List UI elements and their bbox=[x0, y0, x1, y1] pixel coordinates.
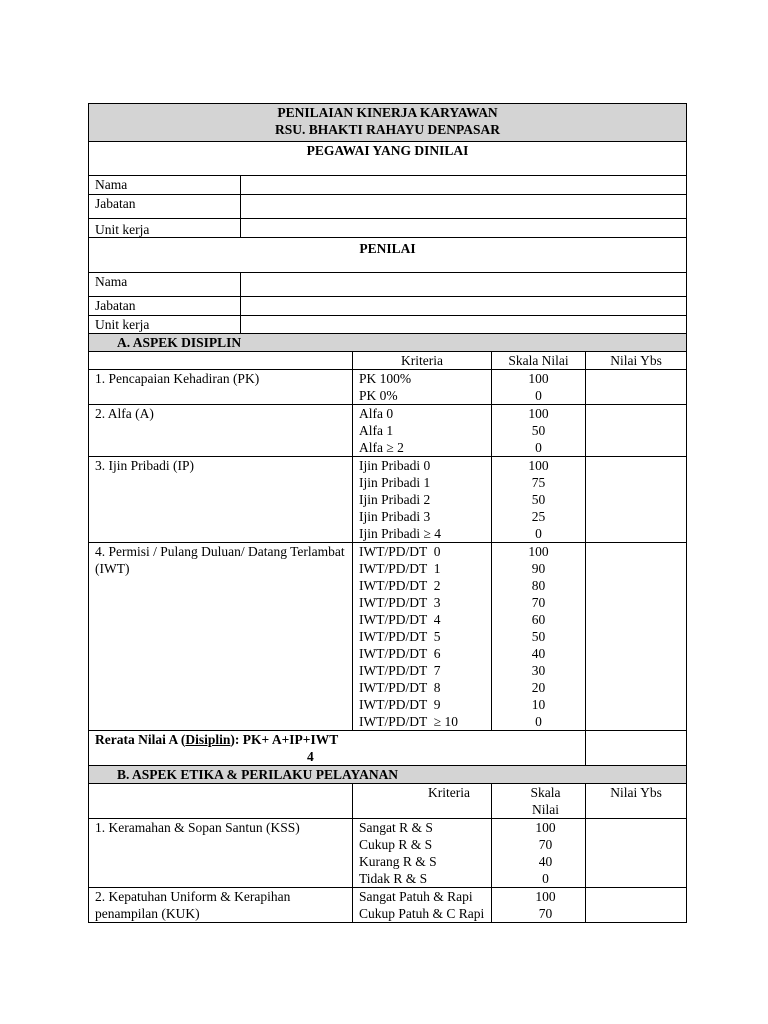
scale-value: 30 bbox=[531, 663, 546, 678]
criteria-line: Ijin Pribadi 3 bbox=[359, 509, 431, 524]
section-b-item-kuk bbox=[89, 888, 687, 923]
penilai-unit-field[interactable] bbox=[241, 316, 687, 334]
pegawai-jabatan-label: Jabatan bbox=[89, 195, 241, 219]
criteria-line: IWT/PD/DT 0 bbox=[359, 544, 441, 559]
pegawai-unit-label: Unit kerja bbox=[89, 219, 241, 238]
form-title-line1: PENILAIAN KINERJA KARYAWAN bbox=[277, 105, 498, 120]
criteria-cell bbox=[353, 405, 492, 457]
scale-value: 70 bbox=[531, 595, 546, 610]
pegawai-jabatan-row bbox=[89, 195, 687, 219]
penilai-nama-row bbox=[89, 273, 687, 297]
rerata-formula-text bbox=[95, 731, 579, 748]
criteria-line: Kurang R & S bbox=[359, 854, 437, 869]
criteria-line: Cukup R & S bbox=[359, 837, 433, 852]
criteria-line: IWT/PD/DT 3 bbox=[359, 595, 441, 610]
penilai-jabatan-row bbox=[89, 297, 687, 316]
form-title bbox=[89, 104, 687, 142]
pegawai-nama-label: Nama bbox=[89, 176, 241, 195]
nilai-ybs-field[interactable] bbox=[586, 543, 687, 731]
pegawai-nama-field[interactable] bbox=[241, 176, 687, 195]
criteria-line: IWT/PD/DT 2 bbox=[359, 578, 441, 593]
criteria-line: Ijin Pribadi 2 bbox=[359, 492, 431, 507]
scale-value: 100 bbox=[528, 544, 549, 559]
scale-value: 100 bbox=[528, 406, 549, 421]
criteria-line: Sangat R & S bbox=[359, 820, 433, 835]
section-a-item-ip bbox=[89, 457, 687, 543]
section-a-item-alfa bbox=[89, 405, 687, 457]
section-a-item-iwt bbox=[89, 543, 687, 731]
criteria-cell bbox=[353, 543, 492, 731]
section-b-skala-line1: Skala bbox=[530, 785, 561, 800]
criteria-line: IWT/PD/DT ≥ 10 bbox=[359, 714, 459, 729]
nilai-ybs-field[interactable] bbox=[586, 888, 687, 923]
penilai-jabatan-field[interactable] bbox=[241, 297, 687, 316]
scale-value: 0 bbox=[535, 526, 542, 541]
penilai-jabatan-label: Jabatan bbox=[89, 297, 241, 316]
penilai-unit-label: Unit kerja bbox=[89, 316, 241, 334]
scale-value: 100 bbox=[528, 371, 549, 386]
section-b-blank-header bbox=[89, 784, 353, 819]
item-label: 2. Kepatuhan Uniform & Kerapihan penampilan (KUK) bbox=[89, 888, 353, 923]
criteria-line: IWT/PD/DT 5 bbox=[359, 629, 441, 644]
nilai-ybs-field[interactable] bbox=[586, 405, 687, 457]
section-a-nilai-header: Nilai Ybs bbox=[586, 352, 687, 370]
scale-cell bbox=[492, 405, 586, 457]
scale-value: 50 bbox=[531, 629, 546, 644]
section-a-skala-header: Skala Nilai bbox=[492, 352, 586, 370]
criteria-line: Sangat Patuh & Rapi bbox=[359, 889, 473, 904]
scale-value: 40 bbox=[538, 854, 553, 869]
criteria-line: PK 100% bbox=[359, 371, 412, 386]
item-label: 2. Alfa (A) bbox=[89, 405, 353, 457]
item-label: 1. Pencapaian Kehadiran (PK) bbox=[89, 370, 353, 405]
scale-value: 70 bbox=[538, 906, 553, 921]
pegawai-unit-field[interactable] bbox=[241, 219, 687, 238]
scale-value: 10 bbox=[531, 697, 546, 712]
scale-value: 40 bbox=[531, 646, 546, 661]
form-table bbox=[88, 103, 687, 923]
criteria-line: Alfa 1 bbox=[359, 423, 394, 438]
scale-value: 0 bbox=[535, 388, 542, 403]
scale-cell bbox=[492, 888, 586, 923]
section-b-nilai-header: Nilai Ybs bbox=[586, 784, 687, 819]
rerata-nilai-field[interactable] bbox=[586, 731, 687, 766]
nilai-ybs-field[interactable] bbox=[586, 819, 687, 888]
section-a-title-row bbox=[89, 334, 687, 352]
scale-value: 100 bbox=[535, 820, 556, 835]
scale-cell bbox=[492, 457, 586, 543]
pegawai-jabatan-field[interactable] bbox=[241, 195, 687, 219]
nilai-ybs-field[interactable] bbox=[586, 457, 687, 543]
criteria-line: Ijin Pribadi ≥ 4 bbox=[359, 526, 442, 541]
criteria-line: IWT/PD/DT 8 bbox=[359, 680, 441, 695]
scale-value: 50 bbox=[531, 423, 546, 438]
scale-value: 0 bbox=[535, 440, 542, 455]
criteria-line: Ijin Pribadi 1 bbox=[359, 475, 431, 490]
criteria-line: Tidak R & S bbox=[359, 871, 428, 886]
scale-value: 0 bbox=[542, 871, 549, 886]
criteria-line: Cukup Patuh & C Rapi bbox=[359, 906, 485, 921]
scale-value: 100 bbox=[528, 458, 549, 473]
section-a-title: A. ASPEK DISIPLIN bbox=[89, 334, 687, 352]
form-header-row bbox=[89, 104, 687, 142]
rerata-divisor: 4 bbox=[307, 749, 314, 764]
scale-value: 25 bbox=[531, 509, 546, 524]
section-a-header-row bbox=[89, 352, 687, 370]
scale-value: 70 bbox=[538, 837, 553, 852]
section-a-kriteria-header: Kriteria bbox=[353, 352, 492, 370]
criteria-line: Ijin Pribadi 0 bbox=[359, 458, 431, 473]
scale-value: 20 bbox=[531, 680, 546, 695]
scale-cell bbox=[492, 543, 586, 731]
criteria-line: IWT/PD/DT 4 bbox=[359, 612, 441, 627]
scale-value: 90 bbox=[531, 561, 546, 576]
pegawai-unit-row bbox=[89, 219, 687, 238]
criteria-line: IWT/PD/DT 6 bbox=[359, 646, 441, 661]
penilai-title-row bbox=[89, 238, 687, 273]
scale-value: 50 bbox=[531, 492, 546, 507]
penilai-nama-label: Nama bbox=[89, 273, 241, 297]
section-b-skala-header bbox=[492, 784, 586, 819]
nilai-ybs-field[interactable] bbox=[586, 370, 687, 405]
section-b-title-row bbox=[89, 766, 687, 784]
penilai-title: PENILAI bbox=[89, 238, 687, 273]
item-label: 4. Permisi / Pulang Duluan/ Datang Terlambat (IWT) bbox=[89, 543, 353, 731]
rerata-underlined: Disiplin bbox=[185, 732, 231, 747]
scale-cell bbox=[492, 370, 586, 405]
section-b-header-row bbox=[89, 784, 687, 819]
penilai-nama-field[interactable] bbox=[241, 273, 687, 297]
pegawai-title: PEGAWAI YANG DINILAI bbox=[89, 142, 687, 176]
item-label: 3. Ijin Pribadi (IP) bbox=[89, 457, 353, 543]
section-a-item-pk bbox=[89, 370, 687, 405]
criteria-line: Alfa ≥ 2 bbox=[359, 440, 404, 455]
criteria-cell bbox=[353, 888, 492, 923]
scale-value: 0 bbox=[535, 714, 542, 729]
criteria-line: IWT/PD/DT 7 bbox=[359, 663, 441, 678]
pegawai-nama-row bbox=[89, 176, 687, 195]
evaluation-form bbox=[88, 103, 686, 923]
item-label: 1. Keramahan & Sopan Santun (KSS) bbox=[89, 819, 353, 888]
form-title-line2: RSU. BHAKTI RAHAYU DENPASAR bbox=[275, 122, 501, 137]
scale-cell bbox=[492, 819, 586, 888]
penilai-unit-row bbox=[89, 316, 687, 334]
criteria-line: IWT/PD/DT 9 bbox=[359, 697, 441, 712]
criteria-cell bbox=[353, 457, 492, 543]
section-b-skala-line2: Nilai bbox=[532, 802, 559, 817]
pegawai-title-row bbox=[89, 142, 687, 176]
rerata-suffix: ): PK+ A+IP+IWT bbox=[230, 732, 339, 747]
scale-value: 75 bbox=[531, 475, 546, 490]
section-b-kriteria-header: Kriteria bbox=[353, 784, 492, 819]
scale-value: 80 bbox=[531, 578, 546, 593]
criteria-line: Alfa 0 bbox=[359, 406, 394, 421]
criteria-cell bbox=[353, 819, 492, 888]
section-a-blank-header bbox=[89, 352, 353, 370]
criteria-line: IWT/PD/DT 1 bbox=[359, 561, 441, 576]
section-a-rerata-row bbox=[89, 731, 687, 766]
criteria-line: PK 0% bbox=[359, 388, 398, 403]
scale-value: 60 bbox=[531, 612, 546, 627]
criteria-cell bbox=[353, 370, 492, 405]
section-b-item-kss bbox=[89, 819, 687, 888]
section-b-title: B. ASPEK ETIKA & PERILAKU PELAYANAN bbox=[89, 766, 687, 784]
rerata-formula bbox=[89, 731, 586, 766]
scale-value: 100 bbox=[535, 889, 556, 904]
rerata-prefix: Rerata Nilai A ( bbox=[95, 732, 186, 747]
